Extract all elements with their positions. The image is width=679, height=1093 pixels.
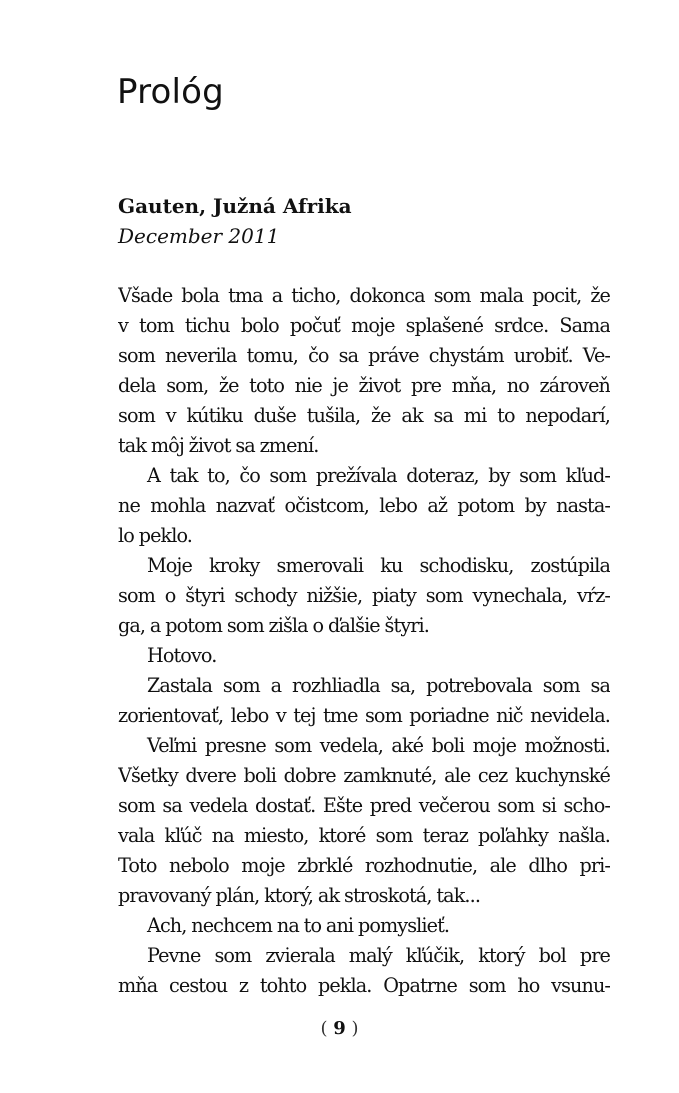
body-text (118, 281, 610, 1001)
text-line: Toto nebolo moje zbrklé rozhodnutie, ale dlho pri- (118, 854, 610, 877)
chapter-location: Gauten, Južná Afrika (118, 194, 352, 218)
chapter-date: December 2011 (118, 224, 280, 248)
text-line: som v kútiku duše tušila, že ak sa mi to nepodarí, (118, 404, 610, 427)
text-line: Zastala som a rozhliadla sa, potrebovala som sa (147, 674, 610, 697)
text-line: A tak to, čo som prežívala doteraz, by som kľud- (147, 464, 610, 487)
text-line: tak môj život sa zmení. (118, 434, 319, 457)
text-line: Pevne som zvierala malý kľúčik, ktorý bol pre (147, 944, 610, 967)
text-line: ne mohla nazvať očistcom, lebo až potom by nasta- (118, 494, 610, 517)
text-line: Veľmi presne som vedela, aké boli moje možnosti. (147, 734, 610, 757)
chapter-title: Prológ (117, 72, 224, 112)
page-number: 9 (333, 1018, 346, 1039)
text-line: Hotovo. (147, 644, 217, 667)
text-line: lo peklo. (118, 524, 193, 547)
page-number-close-paren: ) (351, 1018, 359, 1039)
text-line: v tom tichu bolo počuť moje splašené srdce. Sama (118, 314, 610, 337)
page-number-open-paren: ( (320, 1018, 328, 1039)
text-line: Všetky dvere boli dobre zamknuté, ale cez kuchynské (118, 764, 610, 787)
text-line: vala kľúč na miesto, ktoré som teraz poľahky našla. (118, 824, 610, 847)
text-line: Ach, nechcem na to ani pomyslieť. (147, 914, 450, 937)
text-line: pravovaný plán, ktorý, ak stroskotá, tak... (118, 884, 481, 907)
page-number-footer (0, 1017, 679, 1041)
text-line: zorientovať, lebo v tej tme som poriadne nič nevidela. (118, 704, 610, 727)
text-line: ga, a potom som zišla o ďalšie štyri. (118, 614, 429, 637)
text-line: Všade bola tma a ticho, dokonca som mala pocit, že (118, 284, 610, 307)
text-line: mňa cestou z tohto pekla. Opatrne som ho vsunu- (118, 974, 610, 997)
text-line: som o štyri schody nižšie, piaty som vynechala, vŕz- (118, 584, 610, 607)
text-line: som neverila tomu, čo sa práve chystám urobiť. Ve- (118, 344, 610, 367)
text-line: Moje kroky smerovali ku schodisku, zostúpila (147, 554, 610, 577)
text-line: dela som, že toto nie je život pre mňa, no zároveň (118, 374, 610, 397)
text-line: som sa vedela dostať. Ešte pred večerou som si scho- (118, 794, 610, 817)
